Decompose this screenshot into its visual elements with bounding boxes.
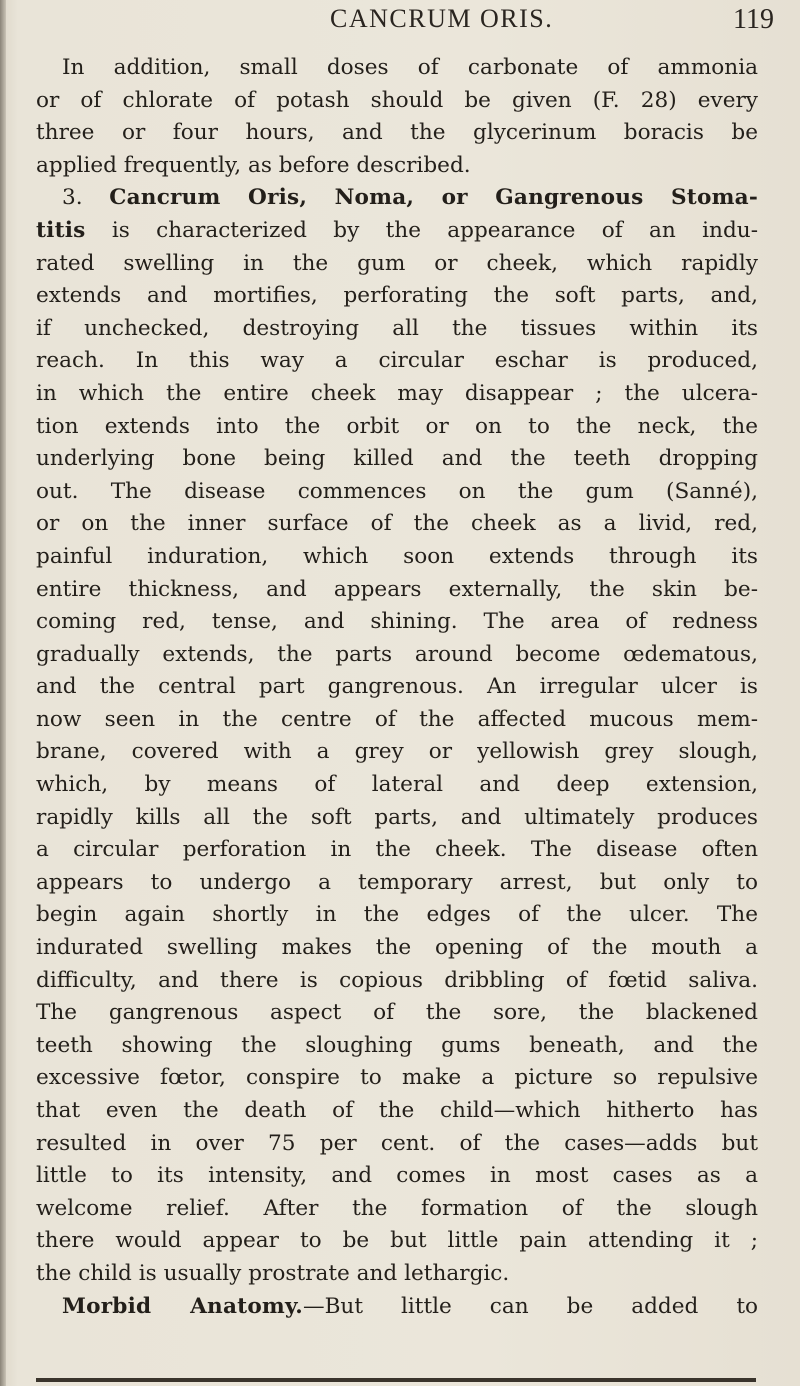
text-line: the child is usually prostrate and lethargic.: [36, 1260, 510, 1286]
text-line: In addition, small doses of carbonate of ammonia: [62, 55, 758, 80]
section-number: 3.: [62, 185, 83, 211]
text-line: The gangrenous aspect of the sore, the blackened: [36, 1000, 758, 1026]
body-text: [36, 52, 758, 1323]
text-line: [36, 215, 758, 248]
text-line: rapidly kills all the soft parts, and ultimately produces: [36, 804, 758, 830]
text-line: or of chlorate of potash should be given (F. 28) every: [36, 87, 758, 113]
section-heading: Cancrum Oris, Noma, or Gangrenous Stoma-: [109, 185, 758, 211]
text-line: tion extends into the orbit or on to the neck, the: [36, 413, 758, 439]
text-line: in which the entire cheek may disappear ; the ulcera-: [36, 380, 758, 406]
text-line: resulted in over 75 per cent. of the cases—adds but: [36, 1130, 758, 1156]
text-line: entire thickness, and appears externally, the skin be-: [36, 576, 758, 602]
text-line: little to its intensity, and comes in most cases as a: [36, 1163, 758, 1189]
running-head-title: CANCRUM ORIS.: [330, 4, 554, 33]
text-line: painful induration, which soon extends through its: [36, 543, 758, 569]
text-line: gradually extends, the parts around become œdematous,: [36, 641, 758, 667]
text-line: rated swelling in the gum or cheek, which rapidly: [36, 250, 758, 276]
text-line: or on the inner surface of the cheek as a livid, red,: [36, 511, 758, 537]
text-line: brane, covered with a grey or yellowish grey slough,: [36, 739, 758, 765]
section-3-heading-line: [36, 182, 758, 215]
running-head: [0, 4, 800, 44]
text-line: difficulty, and there is copious dribbling of fœtid saliva.: [36, 967, 758, 993]
text-line: welcome relief. After the formation of the slough: [36, 1195, 758, 1221]
morbid-anatomy-line: [36, 1291, 758, 1324]
morbid-anatomy-heading: Morbid Anatomy.: [62, 1293, 303, 1319]
text-line: that even the death of the child—which hitherto has: [36, 1098, 758, 1123]
section-heading-continued: titis: [36, 217, 86, 243]
text-line: teeth showing the sloughing gums beneath, and the: [36, 1032, 758, 1058]
text-line: which, by means of lateral and deep extension,: [36, 772, 758, 798]
text-line: underlying bone being killed and the teeth dropping: [36, 446, 758, 472]
text-line: reach. In this way a circular eschar is produced,: [36, 348, 758, 374]
page-number: 119: [733, 4, 774, 35]
text-line: if unchecked, destroying all the tissues within its: [36, 315, 758, 341]
text-line: a circular perforation in the cheek. The disease often: [36, 837, 758, 863]
text-line: coming red, tense, and shining. The area of redness: [36, 609, 758, 635]
text-line: and the central part gangrenous. An irregular ulcer is: [36, 674, 758, 700]
text-fragment: —But little can be added to: [302, 1293, 758, 1319]
text-line: appears to undergo a temporary arrest, but only to: [36, 869, 758, 895]
text-line: now seen in the centre of the affected mucous mem-: [36, 706, 758, 732]
page-gutter-shadow: [0, 0, 6, 1386]
text-line: begin again shortly in the edges of the ulcer. The: [36, 902, 758, 928]
text-line: excessive fœtor, conspire to make a picture so repulsive: [36, 1065, 758, 1091]
text-line: out. The disease commences on the gum (Sanné),: [36, 478, 758, 504]
bottom-edge-rule: [36, 1378, 756, 1382]
text-line: three or four hours, and the glycerinum boracis be: [36, 120, 758, 146]
text-fragment: is characterized by the appearance of an indu-: [85, 217, 758, 243]
text-line: there would appear to be but little pain attending it ;: [36, 1228, 758, 1254]
text-line: extends and mortifies, perforating the soft parts, and,: [36, 283, 758, 309]
text-line: indurated swelling makes the opening of the mouth a: [36, 935, 758, 961]
text-line: applied frequently, as before described.: [36, 152, 471, 178]
